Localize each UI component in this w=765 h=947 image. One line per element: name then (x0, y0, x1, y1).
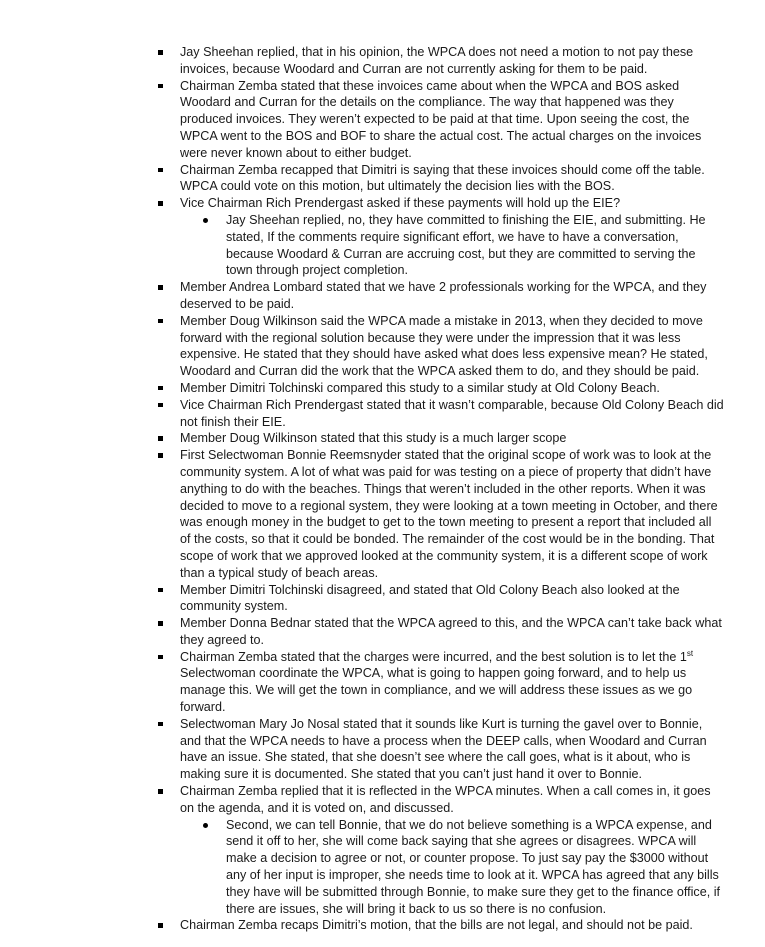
list-item (0, 917, 725, 934)
square-bullet-icon (158, 84, 163, 89)
sub-list-item (180, 212, 725, 279)
list-item (0, 783, 725, 917)
square-bullet-icon (158, 588, 163, 593)
square-bullet-icon (158, 923, 163, 928)
list-item (0, 397, 725, 431)
ordinal-suffix: st (686, 648, 694, 658)
subitem-text: Jay Sheehan replied, no, they have committed to finishing the EIE, and submitting. He stated, If the comments require significant effort, we have to have a conversation, because Woodard & Curran are accruing cost, but they are committed to serving the town through project completion. (226, 212, 706, 278)
list-item (0, 582, 725, 616)
item-text: Chairman Zemba replied that it is reflected in the WPCA minutes. When a call comes in, it goes on the agenda, and it is voted on, and discussed. (180, 784, 711, 815)
sub-list (180, 817, 725, 918)
list-item (0, 649, 725, 716)
square-bullet-icon (158, 621, 163, 626)
list-item (0, 313, 725, 380)
round-bullet-icon (203, 823, 208, 828)
list-item (0, 380, 725, 397)
item-text: Member Donna Bednar stated that the WPCA agreed to this, and the WPCA can’t take back what they agreed to. (180, 616, 722, 647)
round-bullet-icon (203, 218, 208, 223)
square-bullet-icon (158, 50, 163, 55)
subitem-text: Second, we can tell Bonnie, that we do not believe something is a WPCA expense, and send it off to her, she will come back saying that she agrees or disagrees. WPCA will make a decision to agree or not, or counter propose. To just say pay the $3000 without any of her input is improper, she needs time to look at it. WPCA has agreed that any bills they have will be submitted through Bonnie, to make sure they get to the finance office, if there are issues, she will bring it back to us so there is no confusion. (226, 817, 721, 916)
list-item (0, 716, 725, 783)
item-text: Member Andrea Lombard stated that we have 2 professionals working for the WPCA, and they deserved to be paid. (180, 280, 707, 311)
square-bullet-icon (158, 453, 163, 458)
square-bullet-icon (158, 722, 163, 727)
list-item (0, 78, 725, 162)
item-text: Chairman Zemba recapped that Dimitri is saying that these invoices should come off the table. WPCA could vote on this motion, but ultimately the decision lies with the BOS. (180, 162, 705, 194)
item-text: Jay Sheehan replied, that in his opinion, the WPCA does not need a motion to not pay these invoices, because Woodard and Curran are not currently asking for them to be paid. (180, 45, 694, 76)
list-item (0, 430, 725, 447)
square-bullet-icon (158, 201, 163, 206)
square-bullet-icon (158, 319, 163, 324)
sub-list (180, 212, 725, 279)
square-bullet-icon (158, 655, 163, 660)
square-bullet-icon (158, 386, 163, 391)
item-text-after: Selectwoman coordinate the WPCA, what is going to happen going forward, and to help us manage this. We will get the town in compliance, and we will address these issues as we go forward. (180, 666, 693, 715)
item-text: First Selectwoman Bonnie Reemsnyder stated that the original scope of work was to look at the community system. A lot of what was paid for was testing on a piece of property that didn’t have anything to do with the beaches. Things that weren’t included in the other reports. When it was decided to move to a regional system, they were looking at a town meeting in October, and there was enough money in the budget to get to the town meeting to present a report that included all of the costs, so that it could be bonded. The remainder of the cost would be in the bonding. That scope of work that we approved looked at the community system, it is a different scope of work than a typical study of beach areas. (180, 448, 718, 580)
item-text: Selectwoman Mary Jo Nosal stated that it sounds like Kurt is turning the gavel over to Bonnie, and that the WPCA needs to have a process when the DEEP calls, when Woodard and Curran have an issue. She stated, that she doesn’t see where the call goes, what is it about, who is making sure it is documented. She stated that you can’t just hand it over to Bonnie. (180, 716, 707, 782)
list-item (0, 615, 725, 649)
square-bullet-icon (158, 436, 163, 441)
list-item (0, 447, 725, 581)
square-bullet-icon (158, 168, 163, 173)
list-item (0, 195, 725, 279)
item-text-before: Chairman Zemba stated that the charges were incurred, and the best solution is to let the 1 (180, 649, 687, 664)
square-bullet-icon (158, 403, 163, 408)
item-text: Member Dimitri Tolchinski disagreed, and stated that Old Colony Beach also looked at the community system. (180, 582, 680, 614)
square-bullet-icon (158, 789, 163, 794)
item-text: Vice Chairman Rich Prendergast stated that it wasn’t comparable, because Old Colony Beach did not finish their EIE. (180, 397, 724, 429)
item-text: Member Dimitri Tolchinski compared this study to a similar study at Old Colony Beach. (180, 380, 660, 395)
item-text: Member Doug Wilkinson said the WPCA made a mistake in 2013, when they decided to move forward with the regional solution because they were under the impression that it was less expensive. He stated that they should have asked what does less expensive mean? He stated, Woodard and Curran did the work that the WPCA asked them to do, and they should be paid. (180, 313, 708, 379)
item-text: Member Doug Wilkinson stated that this study is a much larger scope (180, 431, 567, 446)
item-text: Chairman Zemba recaps Dimitri’s motion, that the bills are not legal, and should not be paid. (180, 918, 693, 933)
list-item (0, 162, 725, 196)
square-bullet-icon (158, 285, 163, 290)
item-text: Chairman Zemba stated that these invoices came about when the WPCA and BOS asked Woodard and Curran for the details on the compliance. The way that happened was they produced invoices. They weren’t expected to be paid at that time. Upon seeing the cost, the WPCA went to the BOS and BOF to share the actual cost. The actual charges on the invoices were never known about to either budget. (180, 78, 702, 160)
item-text: Vice Chairman Rich Prendergast asked if these payments will hold up the EIE? (180, 196, 621, 211)
sub-list-item (180, 817, 725, 918)
list-item (0, 44, 725, 78)
list-item (0, 279, 725, 313)
